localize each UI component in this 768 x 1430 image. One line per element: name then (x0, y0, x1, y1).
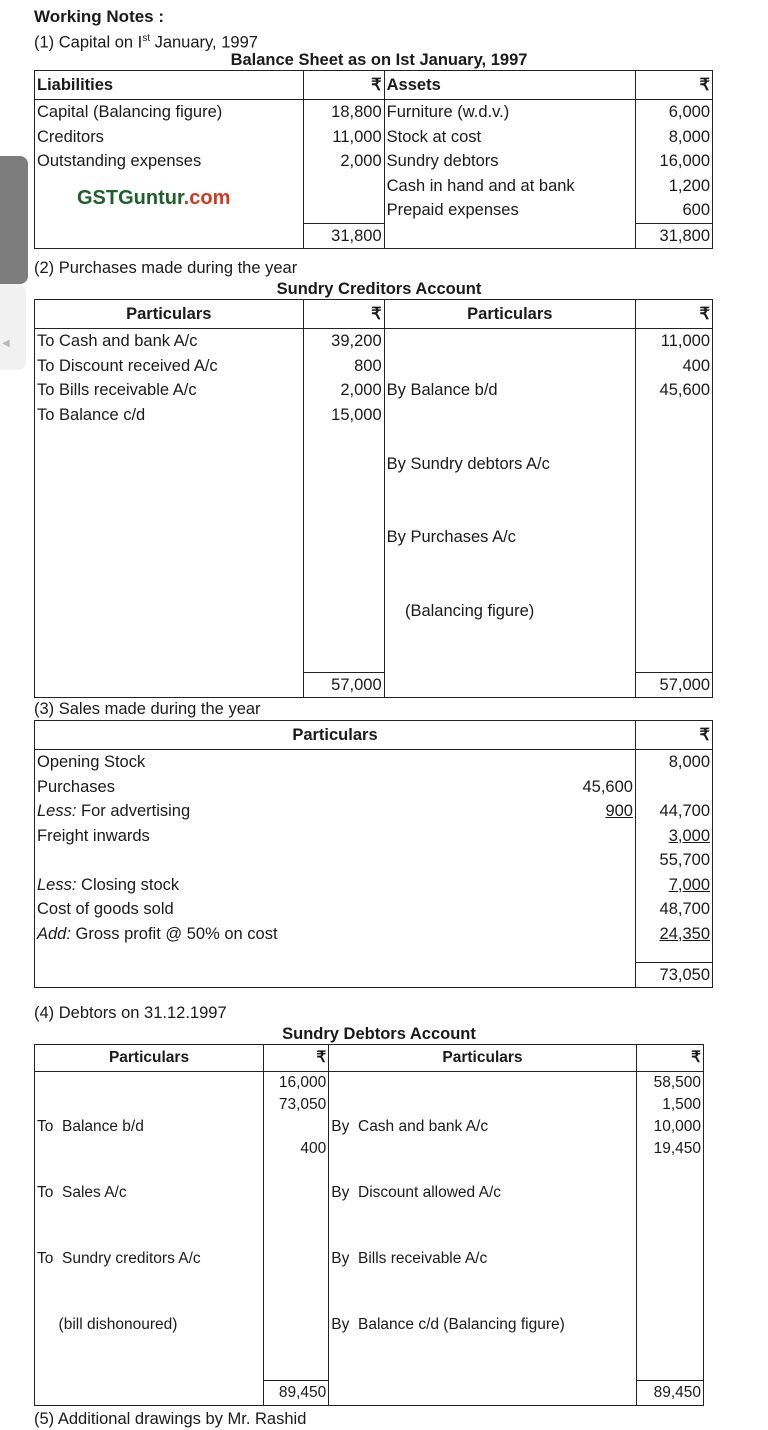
closing-stock-text: Closing stock (76, 875, 180, 894)
debit-amounts (264, 1072, 329, 1381)
credit-amount: 1,500 (662, 1096, 701, 1113)
credit-names (329, 1072, 636, 1381)
debit-amount: 800 (354, 356, 382, 375)
debit-amounts (303, 329, 384, 673)
blank-cell (35, 223, 304, 249)
liabilities-names (35, 100, 304, 224)
debit-entry: (bill dishonoured) (37, 1316, 178, 1333)
liability-name: Capital (Balancing figure) (37, 103, 223, 121)
freight-label: Freight inwards (37, 826, 150, 845)
debit-amount: 15,000 (331, 405, 382, 424)
header-rupee: ₹ (264, 1045, 329, 1072)
asset-name: Stock at cost (386, 127, 482, 146)
credit-names (384, 329, 635, 673)
header-particulars: Particulars (35, 300, 304, 329)
credit-entry: (Balancing figure) (386, 601, 535, 620)
note1-label-sup: st (142, 33, 150, 44)
debit-amount: 73,050 (278, 1096, 327, 1113)
creditors-account-title: Sundry Creditors Account (276, 280, 482, 298)
header-particulars: Particulars (384, 300, 635, 329)
cogs-amount: 48,700 (659, 900, 710, 918)
credit-amount: 19,450 (653, 1140, 701, 1157)
blank-cell (35, 1380, 264, 1405)
assets-amounts (635, 100, 712, 224)
balance-sheet-table (34, 70, 713, 249)
credit-entry: By Discount allowed A/c (331, 1184, 502, 1201)
note3-label: (3) Sales made during the year (34, 700, 261, 718)
total-debit: 57,000 (303, 672, 384, 698)
header-particulars: Particulars (329, 1045, 636, 1072)
debit-entry: To Sales A/c (37, 1184, 127, 1201)
note4-label: (4) Debtors on 31.12.1997 (34, 1004, 227, 1022)
credit-entry: By Sundry debtors A/c (386, 454, 550, 473)
debit-entry: To Sundry creditors A/c (37, 1250, 201, 1267)
side-panel-tab[interactable] (0, 156, 28, 284)
liability-amount: 11,000 (332, 127, 382, 146)
gross-profit-label (37, 922, 563, 947)
side-panel-shadow (0, 284, 26, 370)
assets-names (384, 100, 635, 224)
asset-name: Furniture (w.d.v.) (386, 103, 510, 121)
blank-line (37, 848, 563, 873)
asset-amount: 600 (682, 201, 710, 219)
credit-amount: 45,600 (659, 381, 710, 399)
credit-amount: 10,000 (653, 1118, 701, 1135)
credit-entry: By Cash and bank A/c (331, 1118, 489, 1135)
header-rupee: ₹ (635, 721, 712, 750)
debit-amount (266, 1116, 326, 1138)
total-liabilities: 31,800 (303, 223, 384, 249)
gross-profit-text: Gross profit @ 50% on cost (70, 924, 278, 943)
header-rupee: ₹ (635, 300, 712, 329)
debit-entry: To Balance b/d (37, 1118, 144, 1135)
credit-entry: By Purchases A/c (386, 528, 516, 546)
header-assets: Assets (384, 71, 635, 100)
credit-amount: 11,000 (660, 332, 710, 350)
credit-entry: By Balance b/d (386, 381, 498, 399)
header-rupee: ₹ (636, 1045, 703, 1072)
sales-calculation-table (34, 720, 713, 988)
header-rupee: ₹ (635, 71, 712, 100)
total-assets: 31,800 (635, 223, 712, 249)
debit-names (35, 1072, 264, 1381)
cogs-label: Cost of goods sold (37, 900, 174, 918)
note2-label: (2) Purchases made during the year (34, 259, 298, 277)
net-purchases-amount: 44,700 (659, 802, 710, 820)
header-particulars: Particulars (35, 721, 636, 750)
sales-names (35, 750, 565, 963)
asset-amount: 1,200 (668, 176, 710, 195)
liability-name: Creditors (37, 127, 104, 146)
debit-amount: 2,000 (340, 381, 382, 399)
liability-amount: 2,000 (340, 152, 382, 170)
debit-entry: To Balance c/d (37, 405, 146, 424)
less-prefix: Less: (37, 875, 77, 894)
debit-amount: 16,000 (278, 1074, 327, 1091)
purchases-inner: 45,600 (582, 777, 633, 796)
gross-profit-amount: 24,350 (659, 924, 710, 943)
watermark-domain: .com (183, 186, 231, 209)
debit-amount: 400 (300, 1140, 327, 1157)
asset-name: Cash in hand and at bank (386, 176, 575, 195)
debtors-account-table (34, 1044, 704, 1406)
watermark-text: GSTGuntur (77, 186, 184, 209)
asset-name: Prepaid expenses (386, 201, 519, 219)
debit-amount: 39,200 (331, 332, 382, 350)
debit-names (35, 329, 304, 673)
subtotal-amount: 55,700 (659, 851, 710, 869)
note1-label-prefix: (1) Capital on I (34, 33, 143, 52)
purchases-label: Purchases (37, 777, 115, 796)
credit-amount: 58,500 (653, 1074, 701, 1091)
header-liabilities: Liabilities (35, 71, 304, 100)
asset-amount: 8,000 (668, 127, 710, 146)
liabilities-amounts (303, 100, 384, 224)
blank-cell (35, 962, 636, 988)
debit-entry: To Discount received A/c (37, 356, 218, 375)
advertising-label (37, 799, 563, 824)
asset-amount: 16,000 (659, 152, 710, 170)
header-rupee: ₹ (303, 300, 384, 329)
blank-cell (329, 1380, 636, 1405)
opening-stock-amount: 8,000 (668, 753, 710, 771)
sales-total: 73,050 (635, 962, 712, 988)
debit-entry: To Cash and bank A/c (37, 332, 198, 350)
liability-name: Outstanding expenses (37, 152, 202, 170)
watermark-logo (37, 174, 301, 211)
page-title: Working Notes : (34, 7, 165, 26)
closing-stock-label (37, 873, 563, 898)
blank-cell (384, 223, 635, 249)
note5-label: (5) Additional drawings by Mr. Rashid (34, 1409, 307, 1428)
total-debit: 89,450 (264, 1380, 329, 1405)
liability-amount: 18,800 (331, 103, 382, 121)
credit-entry: By Bills receivable A/c (331, 1250, 488, 1267)
freight-amount: 3,000 (668, 826, 710, 845)
note1-label (34, 28, 724, 50)
chevron-left-icon[interactable]: ◀ (2, 338, 10, 349)
credit-entry: By Balance c/d (Balancing figure) (331, 1316, 565, 1333)
asset-amount: 6,000 (668, 103, 710, 121)
total-credit: 57,000 (635, 672, 712, 698)
advertising-inner: 900 (605, 802, 633, 820)
debit-entry: To Bills receivable A/c (37, 381, 197, 399)
creditors-account-table (34, 299, 713, 698)
note1-label-suffix: January, 1997 (150, 33, 258, 52)
header-rupee: ₹ (303, 71, 384, 100)
add-prefix: Add: (37, 924, 71, 943)
sales-inner-amounts (565, 750, 636, 963)
opening-stock-label: Opening Stock (37, 753, 146, 771)
blank-line (638, 775, 710, 800)
debtors-account-title: Sundry Debtors Account (282, 1025, 476, 1043)
credit-amount: 400 (682, 356, 710, 375)
blank-cell (35, 672, 304, 698)
balance-sheet-title: Balance Sheet as on Ist January, 1997 (230, 51, 528, 69)
blank-line (567, 750, 633, 775)
credit-amounts (635, 329, 712, 673)
credit-amounts (636, 1072, 703, 1381)
document-page (34, 6, 724, 1430)
advertising-text: For advertising (76, 802, 191, 820)
blank-cell (384, 672, 635, 698)
header-particulars: Particulars (35, 1045, 264, 1072)
closing-stock-amount: 7,000 (668, 875, 710, 894)
total-credit: 89,450 (636, 1380, 703, 1405)
asset-name: Sundry debtors (386, 152, 499, 170)
less-prefix: Less: (37, 802, 77, 820)
sales-amounts (635, 750, 712, 963)
